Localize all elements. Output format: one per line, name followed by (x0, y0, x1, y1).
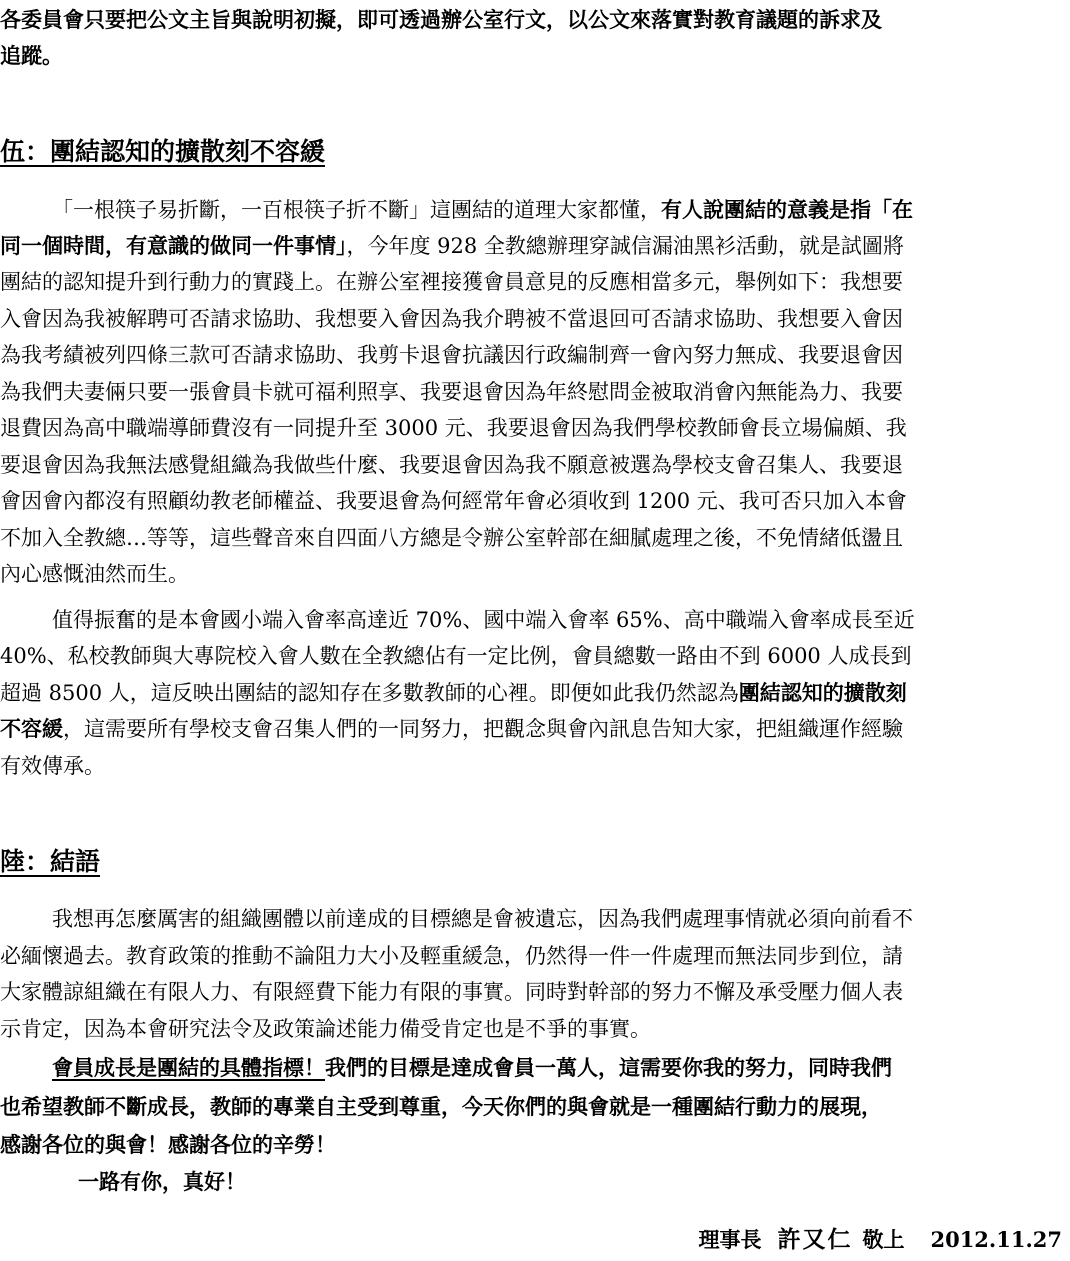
intro-line-1: 各委員會只要把公文主旨與說明初擬，即可透過辦公室行文，以公文來落實對教育議題的訴求及 (0, 7, 882, 32)
section-5-p1-line-7: 退費因為高中職端導師費沒有一同提升至 3000 元、我要退會因為我們學校教師會長立場偏頗、我 (0, 416, 907, 440)
section-6-p1-line-2: 必緬懷過去。教育政策的推動不論阻力大小及輕重緩急，仍然得一件一件處理而無法同步到位，請 (0, 944, 903, 968)
section-6-p1-line-3: 大家體諒組織在有限人力、有限經費下能力有限的事實。同時對幹部的努力不懈及承受壓力個人表 (0, 980, 903, 1004)
bold-text-run: 同一個時間，有意識的做同一件事情」 (0, 233, 347, 258)
text-run: 「一根筷子易折斷，一百根筷子折不斷」這團結的道理大家都懂， (52, 198, 661, 222)
section-5-p1-line-2 (0, 228, 1070, 264)
bold-text-run: 團結認知的擴散刻 (738, 680, 907, 705)
bold-text-run: 我們的目標是達成會員一萬人，這需要你我的努力，同時我們 (325, 1055, 892, 1080)
section-5-p2-line-2: 40%、私校教師與大專院校入會人數在全教總佔有一定比例，會員總數一路由不到 6000 人成長到 (0, 644, 912, 668)
text-run: 超過 8500 人，這反映出團結的認知存在多數教師的心裡。即便如此我仍然認為 (0, 681, 739, 705)
section-5-heading (0, 134, 325, 170)
signature (698, 1222, 1062, 1258)
section-6-heading (0, 844, 100, 880)
bold-text-run: 有人說團結的意義是指「在 (661, 197, 913, 222)
signature-date: 2012.11.27 (930, 1227, 1062, 1252)
section-5-p1-line-1 (0, 192, 1070, 228)
section-6-p2-line-3: 感謝各位的與會！感謝各位的辛勞！ (0, 1132, 336, 1157)
section-5-p2-line-3 (0, 675, 1070, 711)
section-5-p1-line-10: 不加入全教總…等等，這些聲音來自四面八方總是令辦公室幹部在細膩處理之後，不免情緒低盪且 (0, 526, 903, 550)
section-5-p2-line-5: 有效傳承。 (0, 754, 105, 778)
section-5-p2-line-1: 值得振奮的是本會國小端入會率高達近 70%、國中端入會率 65%、高中職端入會率成長至近 (52, 608, 915, 632)
section-6-heading-text: 陸：結語 (0, 847, 101, 876)
section-5-p1-line-4: 入會因為我被解聘可否請求協助、我想要入會因為我介聘被不當退回可否請求協助、我想要入會因 (0, 307, 903, 331)
section-5-p1-line-6: 為我們夫妻倆只要一張會員卡就可福利照享、我要退會因為年終慰問金被取消會內無能為力、我要 (0, 380, 903, 404)
section-6-p2-line-2: 也希望教師不斷成長，教師的專業自主受到尊重，今天你們的與會就是一種團結行動力的展現， (0, 1094, 882, 1119)
signature-regards: 敬上 (862, 1227, 905, 1252)
section-6-p1-line-4: 示肯定，因為本會研究法令及政策論述能力備受肯定也是不爭的事實。 (0, 1017, 651, 1041)
section-6-p2-line-1 (0, 1050, 1070, 1086)
signature-title: 理事長 (698, 1227, 762, 1252)
closing-line: 一路有你，真好！ (78, 1169, 246, 1194)
text-run: ，今年度 928 全教總辦理穿誠信漏油黑衫活動，就是試圖將 (346, 234, 904, 258)
section-5-p1-line-3: 團結的認知提升到行動力的實踐上。在辦公室裡接獲會員意見的反應相當多元，舉例如下：我想要 (0, 270, 903, 294)
underlined-bold-text-run: 會員成長是團結的具體指標！ (52, 1055, 325, 1080)
section-5-p1-line-5: 為我考績被列四條三款可否請求協助、我剪卡退會抗議因行政編制齊一會內努力無成、我要退會因 (0, 343, 903, 367)
text-run: ，這需要所有學校支會召集人們的一同努力，把觀念與會內訊息告知大家，把組織運作經驗 (63, 717, 903, 741)
section-5-heading-text: 伍：團結認知的擴散刻不容緩 (0, 137, 326, 166)
section-5-p1-line-8: 要退會因為我無法感覺組織為我做些什麼、我要退會因為我不願意被選為學校支會召集人、我要退 (0, 453, 903, 477)
section-5-p1-line-11: 內心感慨油然而生。 (0, 562, 189, 586)
section-5-p2-line-4 (0, 711, 1070, 747)
section-5-p1-line-9: 會因會內都沒有照顧幼教老師權益、我要退會為何經常年會必須收到 1200 元、我可否只加入本會 (0, 489, 907, 513)
intro-line-2: 追蹤。 (0, 43, 63, 68)
section-6-p1-line-1: 我想再怎麼厲害的組織團體以前達成的目標總是會被遺忘，因為我們處理事情就必須向前看不 (52, 907, 913, 931)
bold-text-run: 不容緩 (0, 716, 63, 741)
signature-name: 許又仁 (777, 1226, 853, 1253)
